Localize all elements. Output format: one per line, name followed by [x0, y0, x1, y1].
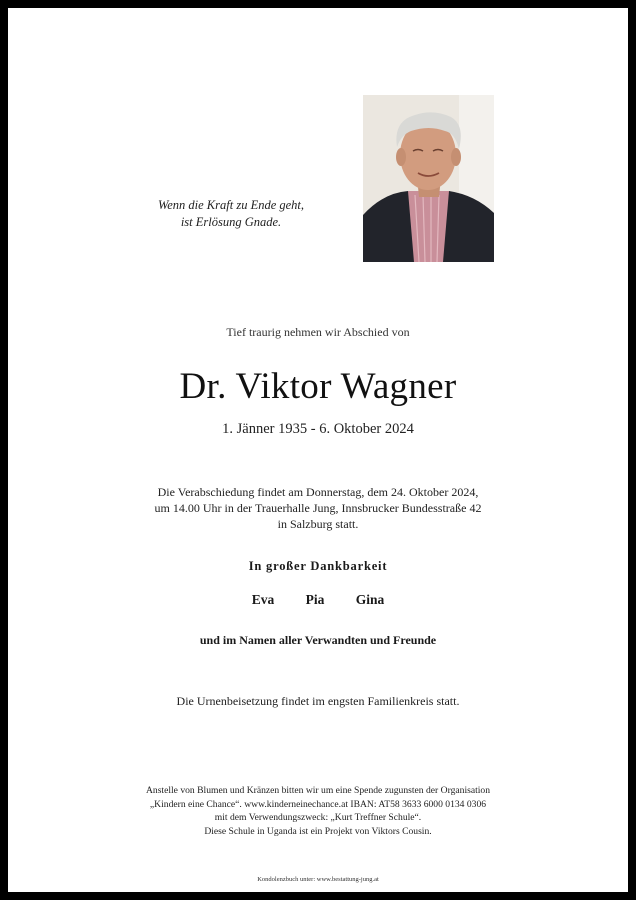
quote-line: Wenn die Kraft zu Ende geht, [157, 198, 305, 212]
donation-line: „Kindern eine Chance“. www.kinderneinechance.at IBAN: AT58 3633 6000 0134 0306 [149, 798, 487, 810]
deceased-name: Dr. Viktor Wagner [179, 366, 457, 407]
portrait-image [363, 95, 494, 262]
donation-line: Diese Schule in Uganda ist ein Projekt von Viktors Cousin. [204, 825, 432, 837]
donation-line: mit dem Verwendungszweck: „Kurt Treffner Schule“. [214, 812, 422, 824]
mourner-name: Eva [251, 592, 275, 607]
donation-note [16, 784, 620, 838]
intro-text: Tief traurig nehmen wir Abschied von [226, 325, 410, 339]
mourner-name: Gina [355, 592, 385, 607]
relatives-line: und im Namen aller Verwandten und Freunde [199, 633, 437, 647]
ceremony-line: um 14.00 Uhr in der Trauerhalle Jung, Innsbrucker Bundesstraße 42 [154, 501, 482, 515]
ceremony-details [16, 484, 620, 532]
mourner-name: Pia [305, 592, 325, 607]
gratitude-heading: In großer Dankbarkeit [248, 559, 388, 573]
donation-line: Anstelle von Blumen und Kränzen bitten wir um eine Spende zugunsten der Organisation [145, 785, 491, 796]
ceremony-line: in Salzburg statt. [277, 517, 359, 531]
quote-line: ist Erlösung Gnade. [180, 215, 282, 229]
quote [126, 197, 336, 231]
urn-burial-note: Die Urnenbeisetzung findet im engsten Familienkreis statt. [176, 694, 460, 708]
mourners-list [16, 592, 620, 608]
ceremony-line: Die Verabschiedung findet am Donnerstag, dem 24. Oktober 2024, [157, 485, 479, 499]
condolence-book-link[interactable]: Kondolenzbuch unter: www.bestattung-jung.at [257, 876, 379, 883]
portrait-photo [363, 95, 494, 262]
life-dates: 1. Jänner 1935 - 6. Oktober 2024 [222, 421, 414, 437]
